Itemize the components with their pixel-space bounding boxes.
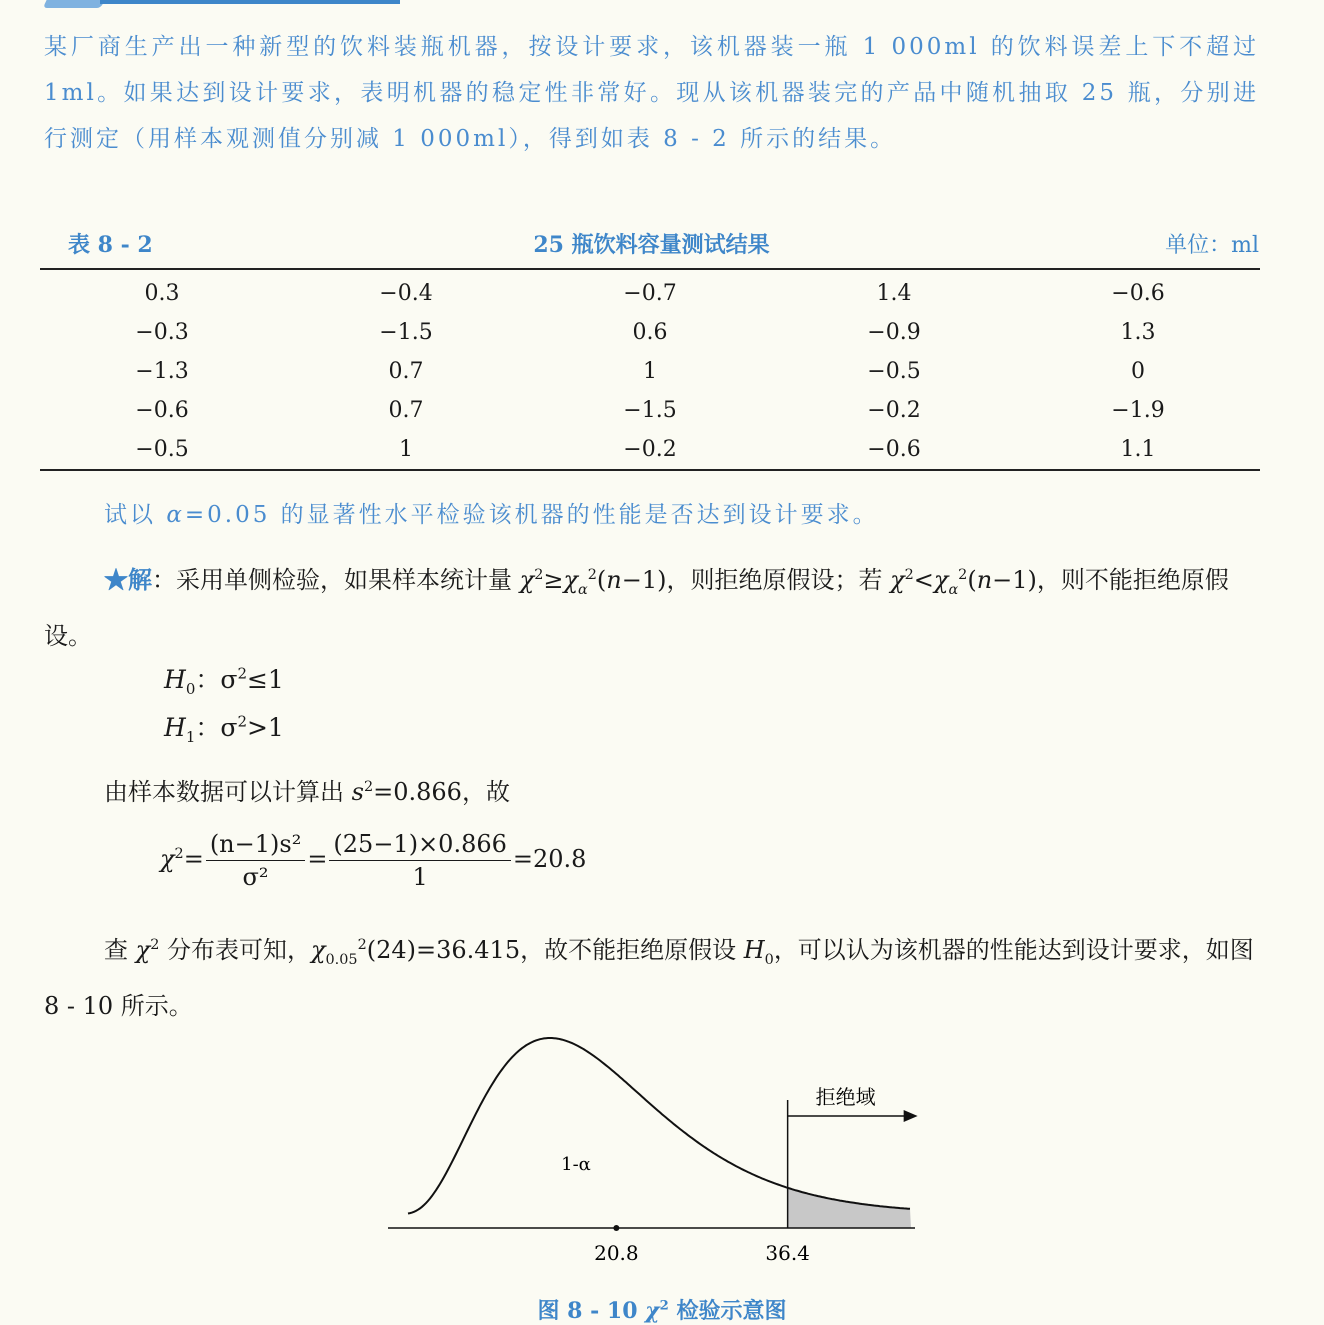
n-symbol: n <box>976 566 993 594</box>
table-cell: 0.6 <box>632 320 668 345</box>
rejection-label: 拒绝域 <box>815 1085 876 1109</box>
table-title: 25 瓶饮料容量测试结果 <box>533 232 770 258</box>
hypothesis-text: ：σ <box>195 713 238 742</box>
chi-symbol: χ <box>933 566 949 594</box>
table-cell: −0.6 <box>135 398 189 423</box>
table-cell: 0.7 <box>388 359 424 384</box>
table-cell: −0.5 <box>867 359 921 384</box>
table-cell: −0.6 <box>1016 269 1260 313</box>
equals-sign: = <box>183 845 204 873</box>
conclusion-text: 分布表可知， <box>159 936 311 964</box>
solution-paragraph <box>44 552 1259 659</box>
conclusion-paragraph <box>44 922 1259 1029</box>
sample-text: 由样本数据可以计算出 <box>104 778 352 806</box>
formula-result: =20.8 <box>512 845 587 873</box>
superscript: 2 <box>357 937 367 953</box>
solution-text: −1)，则拒绝原假设；若 <box>621 566 891 594</box>
caption-text: 图 8 - 10 <box>537 1298 646 1324</box>
table-cell: −1.9 <box>1111 398 1165 423</box>
table-row <box>40 391 1260 430</box>
hypothesis-text: ≤1 <box>246 665 284 694</box>
table-row <box>40 269 1260 313</box>
figure-caption <box>0 1294 1324 1325</box>
table-cell: 0.3 <box>40 269 284 313</box>
chi-symbol: χ <box>519 566 535 594</box>
superscript: 2 <box>174 846 184 862</box>
table-cell: −1.5 <box>379 320 433 345</box>
superscript: 2 <box>237 712 247 731</box>
tick-label-statistic: 20.8 <box>594 1241 639 1265</box>
table-cell: −1.3 <box>135 359 189 384</box>
solution-label: ★解 <box>104 565 152 594</box>
table-cell: −0.2 <box>867 398 921 423</box>
chi-symbol: χ <box>310 936 326 964</box>
table-unit: 单位：ml <box>1165 233 1259 258</box>
chi-square-chart <box>380 1020 940 1280</box>
subscript: α <box>948 581 959 598</box>
s-symbol: s <box>351 778 364 806</box>
table-cell: −0.2 <box>528 430 772 470</box>
table-cell: 1 <box>643 359 657 384</box>
subscript: 0 <box>185 680 196 698</box>
superscript: 2 <box>904 567 914 583</box>
chi-symbol: χ <box>563 566 578 594</box>
table-cell: 1.3 <box>1120 320 1156 345</box>
subscript: 1 <box>185 728 196 746</box>
chi-symbol: χ <box>890 566 905 594</box>
subscript: 0 <box>764 951 774 968</box>
solution-text: ：采用单侧检验，如果样本统计量 <box>152 566 520 594</box>
solution-text: −1)，则不能拒绝原假设。 <box>44 566 1229 650</box>
sample-text: =0.866，故 <box>373 778 510 806</box>
superscript: 2 <box>534 567 544 583</box>
hypothesis-text: >1 <box>246 713 284 742</box>
statistic-marker <box>613 1225 619 1231</box>
density-curve <box>408 1038 910 1214</box>
table-cell: −0.5 <box>40 430 284 470</box>
null-hypothesis <box>164 660 284 698</box>
chi-symbol: χ <box>160 845 175 873</box>
measurement-table <box>40 268 1260 471</box>
exercise-prompt <box>104 496 879 529</box>
solution-text: ( <box>596 566 607 594</box>
chi-symbol: χ <box>135 936 151 964</box>
table-cell: −0.3 <box>135 320 189 345</box>
table-caption <box>44 222 1259 262</box>
equals-sign: = <box>307 845 328 873</box>
caption-text: 检验示意图 <box>668 1298 787 1324</box>
fraction <box>329 830 510 891</box>
hypothesis-text: ：σ <box>195 665 238 694</box>
solution-text: ≥ <box>543 566 564 594</box>
table-cell: −0.4 <box>284 269 528 313</box>
fraction <box>206 830 306 891</box>
superscript: 2 <box>363 779 374 795</box>
table-cell: 0.7 <box>388 398 424 423</box>
chi-square-formula <box>160 830 586 900</box>
table-label: 表 8 - 2 <box>68 232 153 258</box>
subscript: 0.05 <box>325 951 358 968</box>
table-cell: −0.7 <box>528 269 772 313</box>
denominator: 1 <box>412 863 428 891</box>
table-cell: 1 <box>284 430 528 470</box>
h-symbol: H <box>164 665 186 694</box>
prompt-text: =0.05 的显著性水平检验该机器的性能是否达到设计要求。 <box>184 502 879 528</box>
chi-symbol: χ <box>645 1298 660 1324</box>
n-symbol: n <box>606 566 622 594</box>
conclusion-text: ，可以认为该机器的性能达到设计要求，如图 8 - 10 所示。 <box>44 936 1254 1020</box>
h-symbol: H <box>164 713 186 742</box>
superscript: 2 <box>587 567 597 583</box>
conclusion-text: 查 <box>104 936 136 964</box>
acceptance-label: 1-α <box>561 1154 591 1175</box>
table-cell: 0 <box>1131 359 1145 384</box>
alternative-hypothesis <box>164 708 284 746</box>
solution-text: ( <box>967 566 977 594</box>
conclusion-text: (24)=36.415，故不能拒绝原假设 <box>366 936 744 964</box>
table-cell: −0.6 <box>772 430 1016 470</box>
solution-text: < <box>913 566 934 594</box>
table-cell: 1.4 <box>772 269 1016 313</box>
table-row <box>40 313 1260 352</box>
table-row <box>40 430 1260 470</box>
header-rule <box>100 0 400 4</box>
h-symbol: H <box>743 936 765 964</box>
table-cell: −0.9 <box>867 320 921 345</box>
arrow-head-icon <box>904 1110 918 1122</box>
problem-statement: 某厂商生产出一种新型的饮料装瓶机器，按设计要求，该机器装一瓶 1 000ml 的饮料误差上下不超过 1ml。如果达到设计要求，表明机器的稳定性非常好。现从该机器装完的产品中随机抽取 25 瓶，分别进行测定（用样本观测值分别减 1 000ml），得到如表 8 - 2 所示的结果。 <box>44 34 1259 152</box>
numerator: (25−1)×0.866 <box>329 830 510 861</box>
superscript: 2 <box>237 664 247 683</box>
table-cell: 1.1 <box>1016 430 1260 470</box>
denominator: σ² <box>242 863 269 891</box>
table-cell: −1.5 <box>623 398 677 423</box>
table-row <box>40 352 1260 391</box>
subscript: α <box>578 581 588 598</box>
alpha-symbol: α <box>166 502 185 528</box>
prompt-text: 试以 <box>104 502 167 528</box>
superscript: 2 <box>958 567 968 583</box>
tick-label-critical: 36.4 <box>765 1241 810 1265</box>
superscript: 2 <box>150 937 160 953</box>
numerator: (n−1)s² <box>206 830 306 861</box>
sample-variance-line <box>104 772 510 807</box>
superscript: 2 <box>659 1298 669 1314</box>
